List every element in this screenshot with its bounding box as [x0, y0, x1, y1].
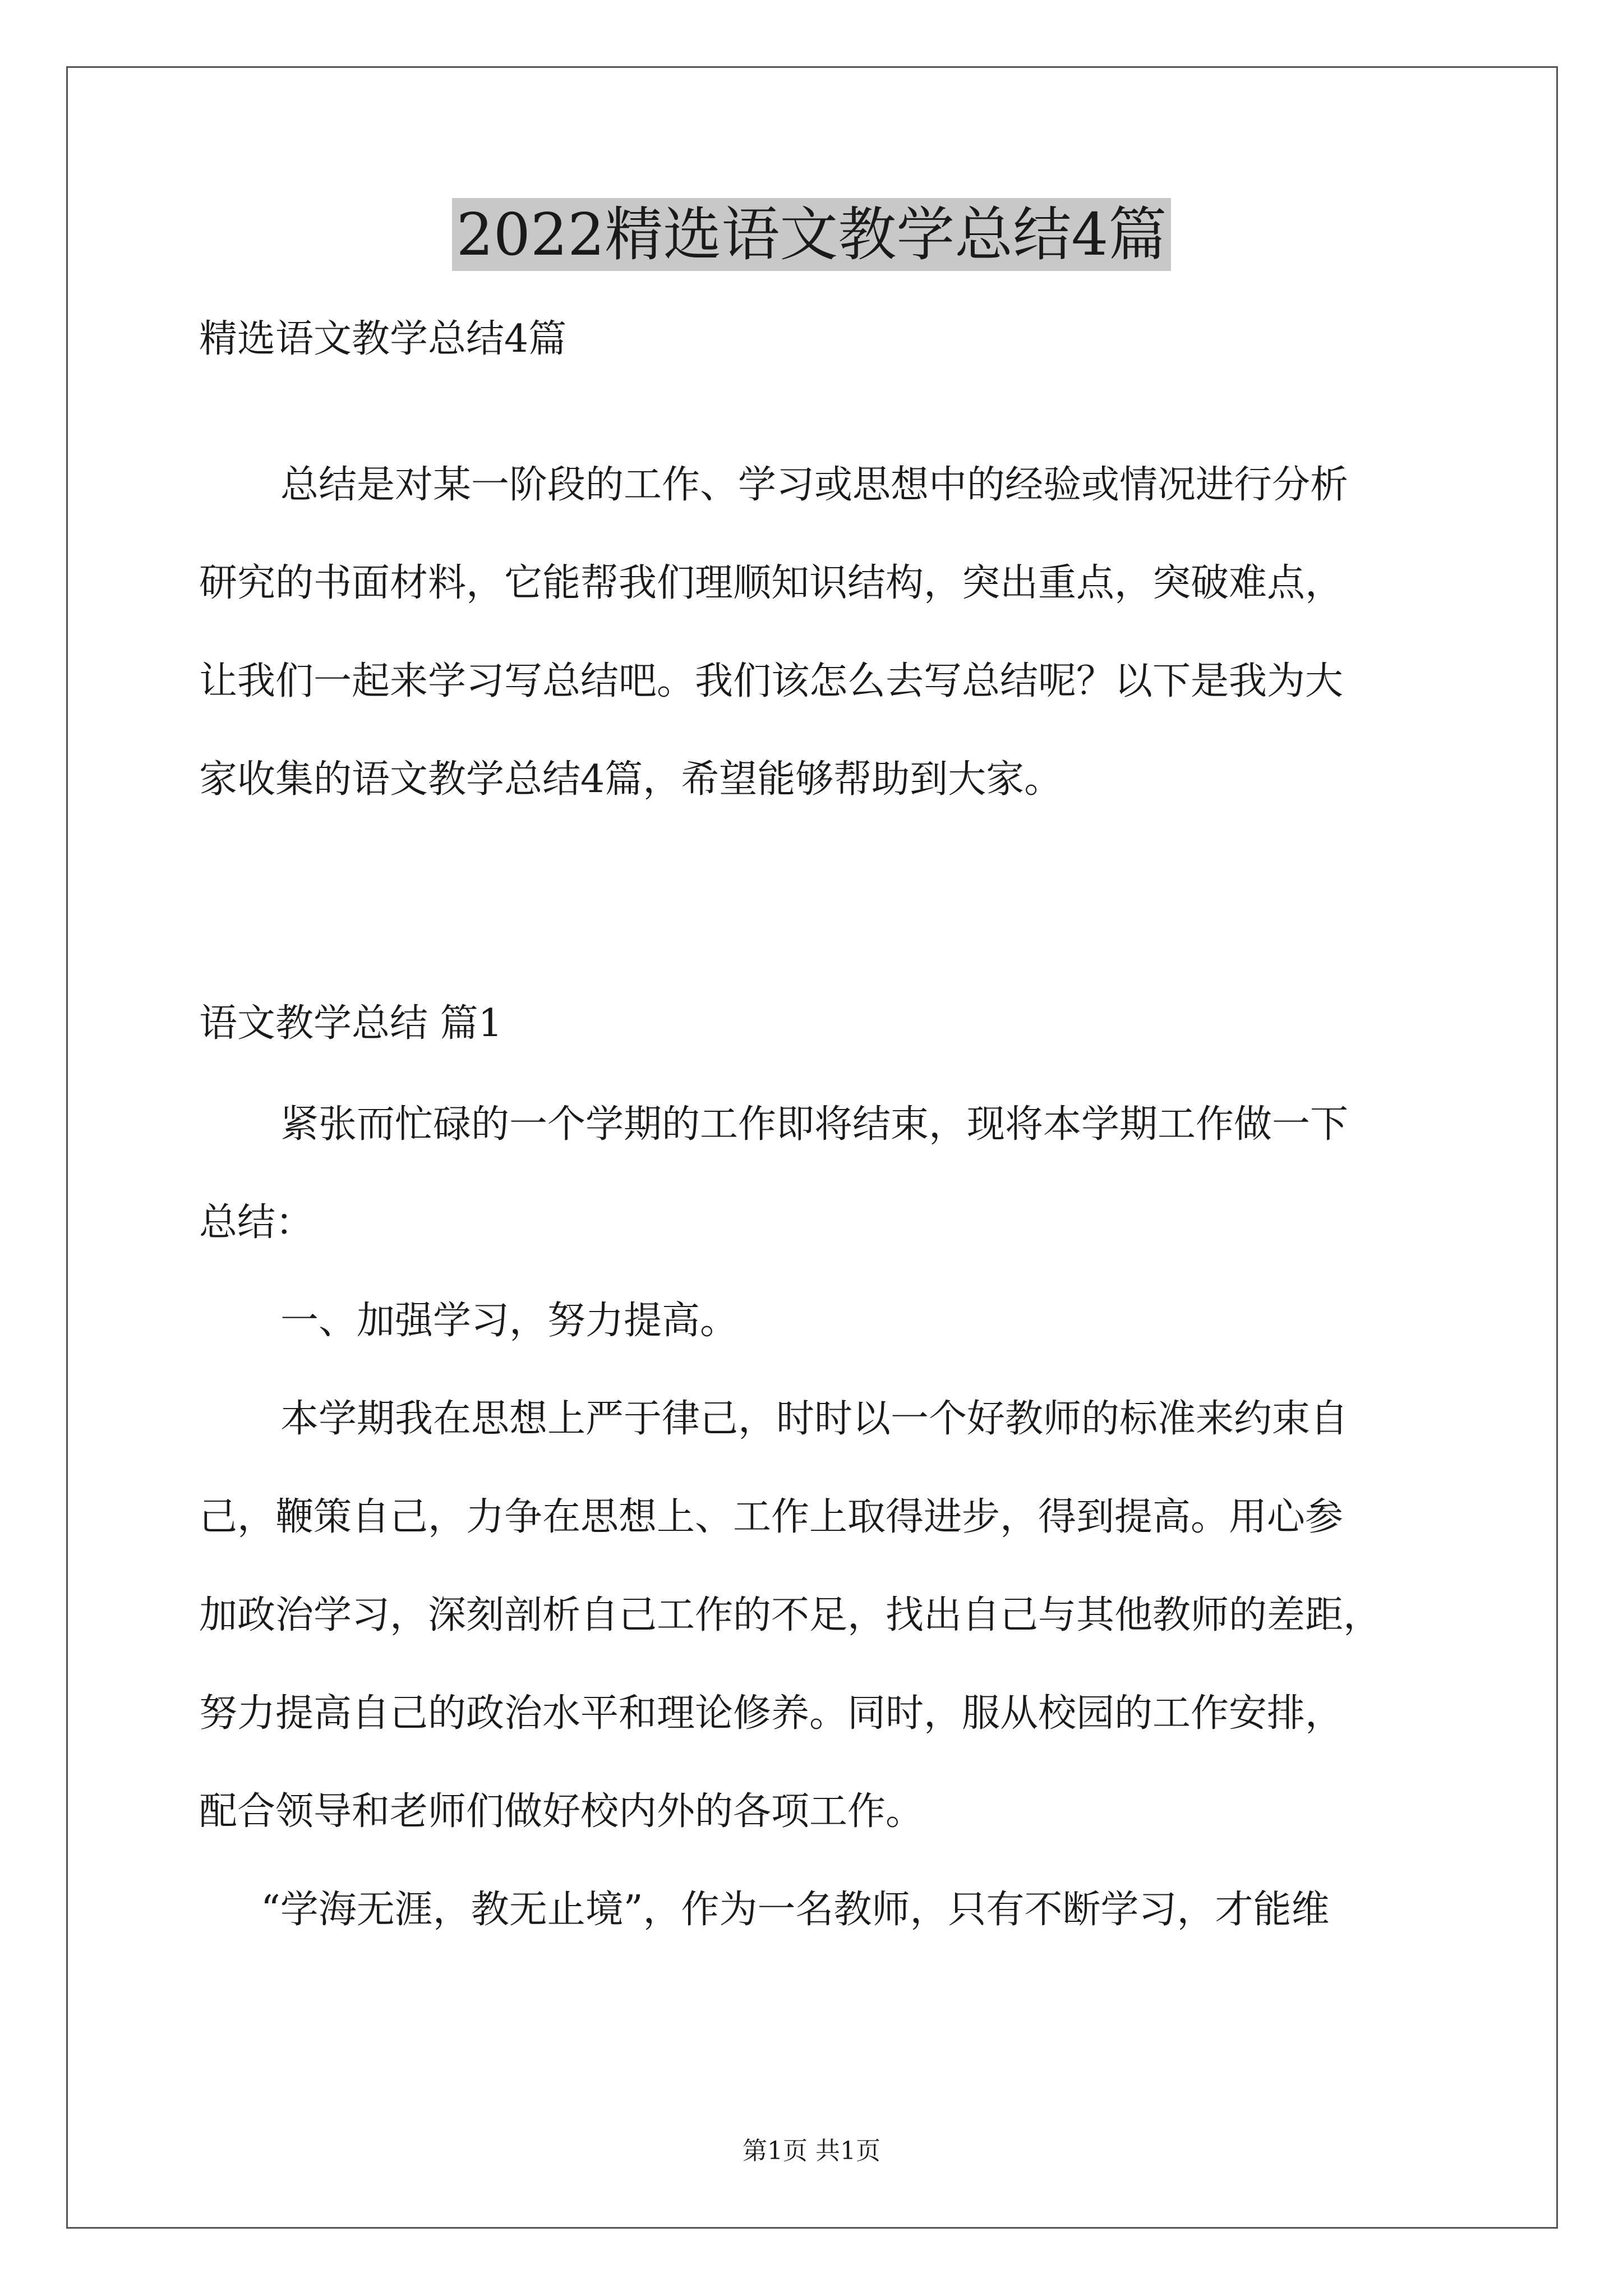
document-subtitle: 精选语文教学总结4篇: [199, 317, 567, 361]
intro-line: 让我们一起来学习写总结吧。我们该怎么去写总结呢？以下是我为大: [199, 659, 1344, 703]
body-line: 一、加强学习，努力提高。: [280, 1299, 739, 1343]
body-line: 己，鞭策自己，力争在思想上、工作上取得进步，得到提高。用心参: [199, 1495, 1344, 1539]
body-line: 努力提高自己的政治水平和理论修养。同时，服从校园的工作安排，: [199, 1691, 1344, 1736]
document-title: [0, 195, 1623, 274]
intro-line: 研究的书面材料，它能帮我们理顺知识结构，突出重点，突破难点，: [199, 561, 1344, 605]
section-heading: 语文教学总结 篇1: [199, 1001, 502, 1046]
body-line: 总结：: [199, 1200, 314, 1245]
body-line: 加政治学习，深刻剖析自己工作的不足，找出自己与其他教师的差距，: [199, 1593, 1382, 1637]
body-line: 本学期我在思想上严于律己，时时以一个好教师的标准来约束自: [280, 1397, 1349, 1441]
body-line: 配合领导和老师们做好校内外的各项工作。: [199, 1789, 924, 1834]
intro-line: 家收集的语文教学总结4篇，希望能够帮助到大家。: [199, 757, 1063, 802]
body-line: “学海无涯，教无止境”，作为一名教师，只有不断学习，才能维: [261, 1888, 1330, 1932]
document-title-text: 2022精选语文教学总结4篇: [452, 198, 1172, 271]
body-line: 紧张而忙碌的一个学期的工作即将结束，现将本学期工作做一下: [280, 1102, 1349, 1147]
intro-line: 总结是对某一阶段的工作、学习或思想中的经验或情况进行分析: [280, 463, 1349, 507]
page-footer: 第1页 共1页: [743, 2137, 880, 2165]
